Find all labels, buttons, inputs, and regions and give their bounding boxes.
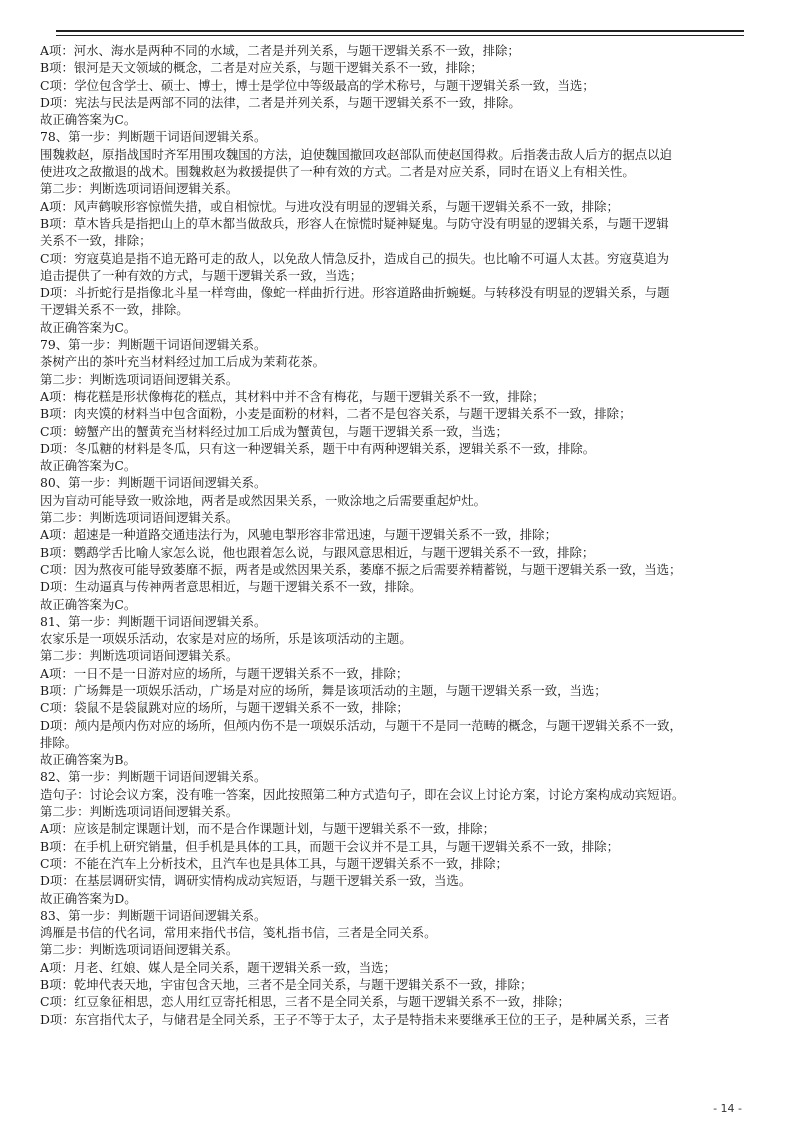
text-line: 故正确答案为D。	[40, 890, 137, 906]
text-line: C项：因为熬夜可能导致萎靡不振，两者是或然因果关系，萎靡不振之后需要养精蓄锐，与题干逻辑关系一致，当选；	[40, 561, 682, 577]
text-line: C项：螃蟹产出的蟹黄充当材料经过加工后成为蟹黄包，与题干逻辑关系一致，当选；	[40, 423, 508, 439]
text-line: 茶树产出的茶叶充当材料经过加工后成为茉莉花茶。	[40, 354, 325, 370]
text-line: 第二步：判断选项词语间逻辑关系。	[40, 181, 239, 197]
text-line: B项：在手机上研究销量，但手机是具体的工具，而题干会议并不是工具，与题干逻辑关系不一致，排除；	[40, 838, 620, 854]
text-line: 82、第一步：判断题干词语间逻辑关系。	[40, 769, 267, 785]
text-line: A项：超速是一种道路交通违法行为，风驰电掣形容非常迅速，与题干逻辑关系不一致，排除；	[40, 527, 557, 543]
text-line: 农家乐是一项娱乐活动，农家是对应的场所，乐是该项活动的主题。	[40, 631, 412, 647]
text-line: D项：宪法与民法是两部不同的法律，二者是并列关系，与题干逻辑关系不一致，排除。	[40, 94, 521, 110]
text-line: A项：一日不是一日游对应的场所，与题干逻辑关系不一致，排除；	[40, 665, 409, 681]
text-line: 关系不一致，排除；	[40, 233, 152, 249]
text-line: 排除。	[40, 734, 78, 750]
text-line: A项：河水、海水是两种不同的水域，二者是并列关系，与题干逻辑关系不一致，排除；	[40, 43, 520, 58]
text-line: 故正确答案为B。	[40, 752, 136, 768]
text-line: B项：乾坤代表天地，宇宙包含天地，三者不是全同关系，与题干逻辑关系不一致，排除；	[40, 977, 533, 993]
text-line: D项：颅内是颅内伤对应的场所，但颅内伤不是一项娱乐活动，与题干不是同一范畴的概念，与题干逻辑关系不一致，	[40, 717, 682, 733]
text-line: 83、第一步：判断题干词语间逻辑关系。	[40, 907, 267, 923]
text-line: D项：在基层调研实情，调研实情构成动宾短语，与题干逻辑关系一致，当选。	[40, 873, 472, 889]
text-line: 围魏救赵，原指战国时齐军用围攻魏国的方法，迫使魏国撤回攻赵部队而使赵国得救。后指袭击敌人后方的据点以迫	[40, 146, 672, 162]
text-line: 79、第一步：判断题干词语间逻辑关系。	[40, 337, 267, 353]
header-rule-thick	[56, 30, 744, 32]
text-line: C项：学位包含学士、硕士、博士，博士是学位中等级最高的学术称号，与题干逻辑关系一致，当选；	[40, 77, 595, 93]
text-line: 第二步：判断选项词语间逻辑关系。	[40, 371, 239, 387]
header-rule-thin	[56, 35, 744, 36]
text-line: 追击提供了一种有效的方式，与题干逻辑关系一致，当选；	[40, 267, 363, 283]
text-line: 使进攻之敌撤退的战术。围魏救赵为救援提供了一种有效的方式。二者是对应关系，同时在语义上有相关性。	[40, 164, 635, 180]
text-line: C项：袋鼠不是袋鼠跳对应的场所，与题干逻辑关系不一致，排除；	[40, 700, 409, 716]
text-line: 第二步：判断选项词语间逻辑关系。	[40, 804, 239, 820]
text-line: C项：红豆象征相思，恋人用红豆寄托相思，三者不是全同关系，与题干逻辑关系不一致，排除；	[40, 994, 570, 1010]
text-line: B项：肉夹馍的材料当中包含面粉，小麦是面粉的材料，二者不是包容关系，与题干逻辑关系不一致，排除；	[40, 406, 632, 422]
text-line: 故正确答案为C。	[40, 319, 137, 335]
document-body	[40, 42, 762, 1028]
text-line: D项：生动逼真与传神两者意思相近，与题干逻辑关系不一致，排除。	[40, 579, 422, 595]
text-line: D项：冬瓜糖的材料是冬瓜，只有这一种逻辑关系，题干中有两种逻辑关系，逻辑关系不一致，排除。	[40, 440, 596, 456]
text-line: 鸿雁是书信的代名词，常用来指代书信，笺札指书信，三者是全同关系。	[40, 925, 437, 941]
text-line: 故正确答案为C。	[40, 112, 137, 128]
text-line: D项：斗折蛇行是指像北斗星一样弯曲，像蛇一样曲折行进。形容道路曲折蜿蜒。与转移没有明显的逻辑关系，与题	[40, 285, 670, 301]
text-line: B项：广场舞是一项娱乐活动，广场是对应的场所，舞是该项活动的主题，与题干逻辑关系一致，当选；	[40, 682, 607, 698]
text-line: D项：东宫指代太子，与储君是全同关系，王子不等于太子，太子是特指未来要继承王位的王子，是种属关系，三者	[40, 1011, 670, 1027]
text-line: 干逻辑关系不一致，排除。	[40, 302, 189, 318]
text-line: 故正确答案为C。	[40, 596, 137, 612]
text-line: B项：鹦鹉学舌比喻人家怎么说，他也跟着怎么说，与跟风意思相近，与题干逻辑关系不一致，排除；	[40, 544, 595, 560]
text-line: 81、第一步：判断题干词语间逻辑关系。	[40, 613, 267, 629]
page-number: - 14 -	[713, 1102, 742, 1115]
text-line: A项：风声鹤唳形容惊慌失措，或自相惊忧。与进攻没有明显的逻辑关系，与题干逻辑关系不一致，排除；	[40, 198, 619, 214]
text-line: 第二步：判断选项词语间逻辑关系。	[40, 648, 239, 664]
text-line: B项：银河是天文领域的概念，二者是对应关系，与题干逻辑关系不一致，排除；	[40, 60, 483, 76]
text-line: B项：草木皆兵是指把山上的草木都当做敌兵，形容人在惊慌时疑神疑鬼。与防守没有明显的逻辑关系，与题干逻辑	[40, 215, 669, 231]
text-line: 造句子：讨论会议方案，没有唯一答案，因此按照第二种方式造句子，即在会议上讨论方案，讨论方案构成动宾短语。	[40, 786, 685, 802]
text-line: A项：梅花糕是形状像梅花的糕点，其材料中并不含有梅花，与题干逻辑关系不一致，排除；	[40, 388, 545, 404]
text-line: A项：月老、红娘、媒人是全同关系，题干逻辑关系一致，当选；	[40, 959, 396, 975]
text-line: 第二步：判断选项词语间逻辑关系。	[40, 510, 239, 526]
text-line: C项：不能在汽车上分析技术，且汽车也是具体工具，与题干逻辑关系不一致，排除；	[40, 855, 508, 871]
text-line: 故正确答案为C。	[40, 458, 137, 474]
text-line: 第二步：判断选项词语间逻辑关系。	[40, 942, 239, 958]
text-line: 因为盲动可能导致一败涂地，两者是或然因果关系，一败涂地之后需要重起炉灶。	[40, 492, 487, 508]
text-line: A项：应该是制定课题计划，而不是合作课题计划，与题干逻辑关系不一致，排除；	[40, 821, 496, 837]
text-line: 78、第一步：判断题干词语间逻辑关系。	[40, 129, 267, 145]
text-line: 80、第一步：判断题干词语间逻辑关系。	[40, 475, 267, 491]
text-line: C项：穷寇莫追是指不追无路可走的敌人，以免敌人情急反扑，造成自己的损失。也比喻不可逼人太甚。穷寇莫追为	[40, 250, 670, 266]
